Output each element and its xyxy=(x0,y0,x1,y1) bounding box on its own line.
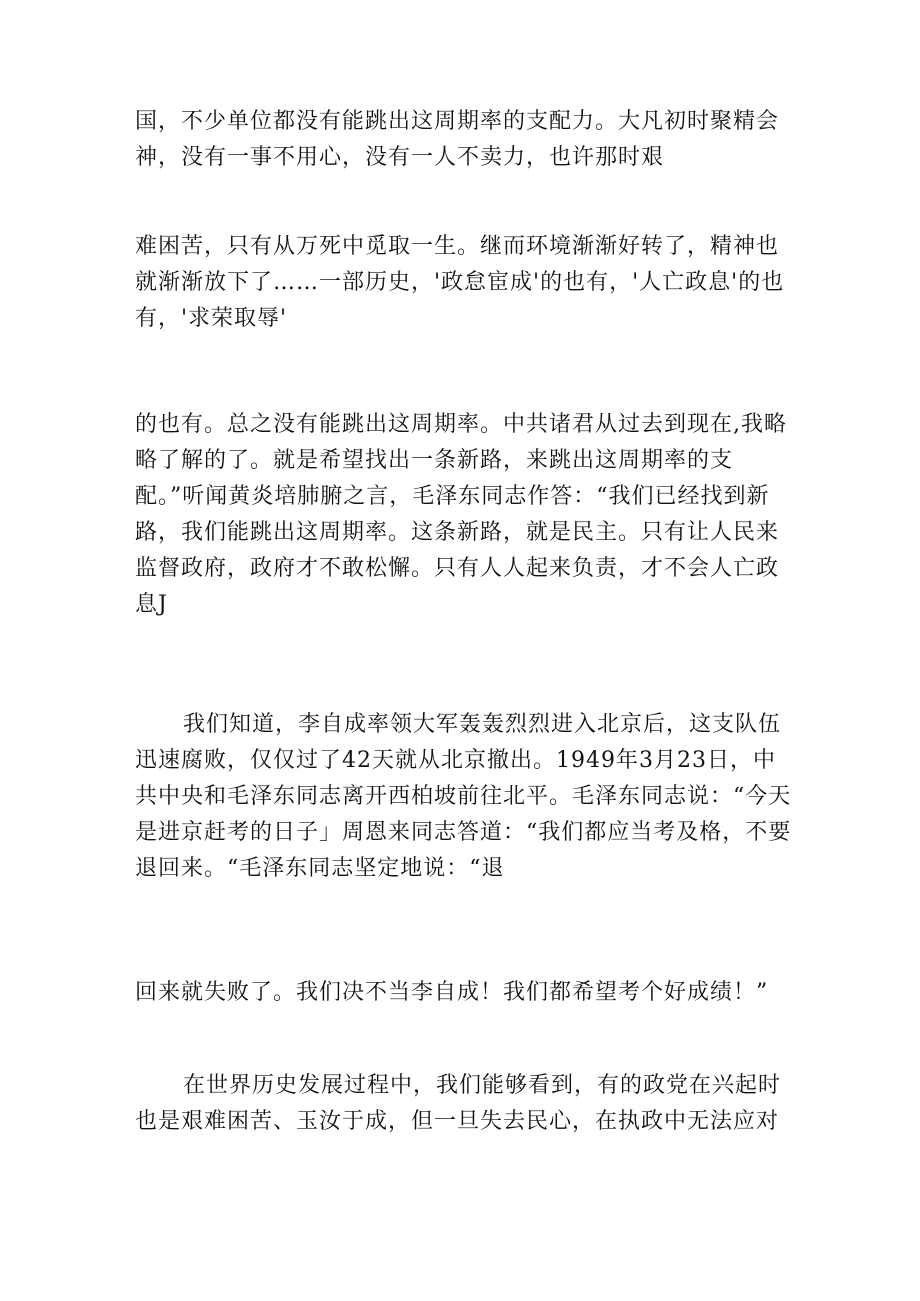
paragraph-5: 回来就失败了。我们决不当李自成！我们都希望考个好成绩！” xyxy=(135,980,769,1005)
paragraph-4: 我们知道，李自成率领大军轰轰烈烈进入北京后，这支队伍迅速腐败，仅仅过了42天就从北京撤出。1949年3月23日，中共中央和毛泽东同志离开西柏坡前往北平。毛泽东同志说：“今天是进京赶考的日子」周恩来同志答道：“我们都应当考及格，不要退回来。“毛泽东同志坚定地说：“退 xyxy=(135,712,792,881)
paragraph-3: 的也有。总之没有能跳出这周期率。中共诸君从过去到现在,我略略了解的了。就是希望找出一条新路，来跳出这周期率的支配。”听闻黄炎培肺腑之言，毛泽东同志作答：“我们已经找到新路，我们能跳出这周期率。这条新路，就是民主。只有让人民来监督政府，政府才不敢松懈。只有人人起来负责，才不会人亡政息J xyxy=(135,412,787,617)
paragraph-6: 在世界历史发展过程中，我们能够看到，有的政党在兴起时也是艰难困苦、玉汝于成，但一旦失去民心，在执政中无法应对 xyxy=(135,1073,782,1134)
paragraph-2: 难困苦，只有从万死中觅取一生。继而环境渐渐好转了，精神也就渐渐放下了……一部历史，'政怠宦成'的也有，'人亡政息'的也有，'求荣取辱' xyxy=(135,234,785,331)
paragraph-1: 国，不少单位都没有能跳出这周期率的支配力。大凡初时聚精会神，没有一事不用心，没有一人不卖力，也许那时艰 xyxy=(135,109,780,170)
